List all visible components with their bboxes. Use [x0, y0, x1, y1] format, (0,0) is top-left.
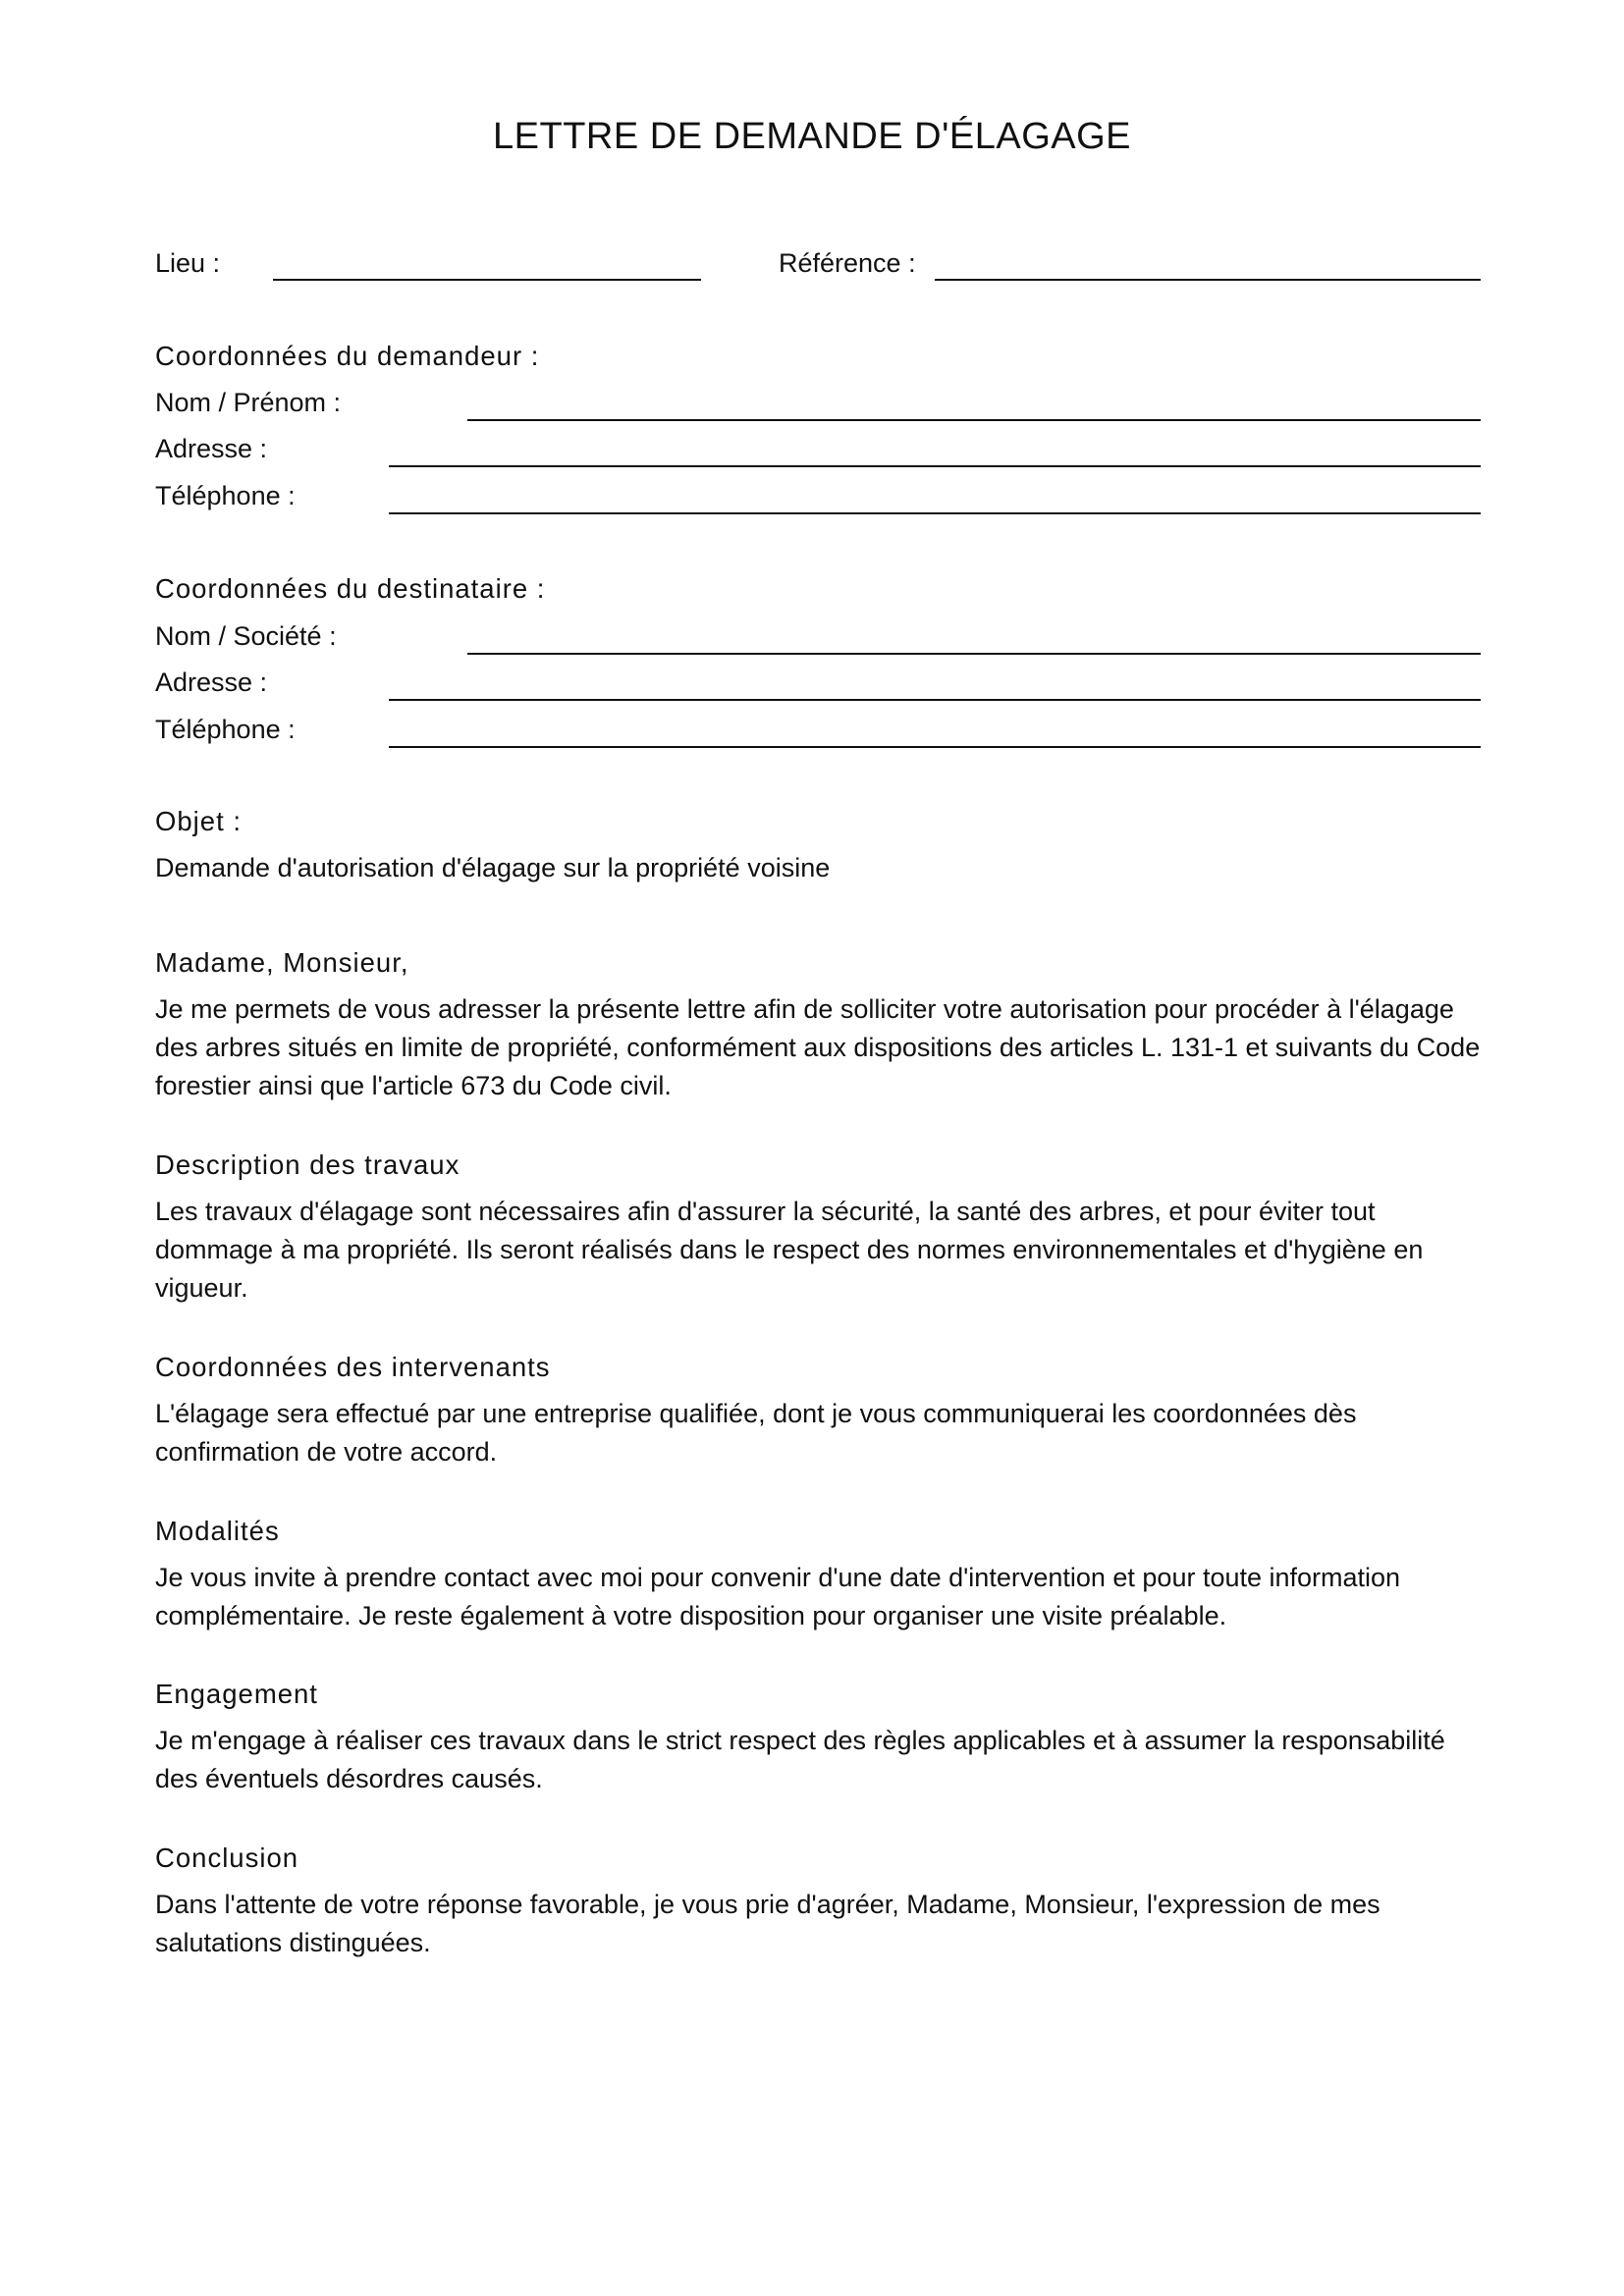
- destinataire-adresse-underline: [389, 699, 1481, 701]
- objet-text: Demande d'autorisation d'élagage sur la propriété voisine: [155, 853, 831, 882]
- salutation-heading: Madame, Monsieur,: [155, 947, 409, 978]
- salutation-paragraph: Je me permets de vous adresser la présente lettre afin de solliciter votre autorisation pour procéder à l'élagage des arbres situés en limite de propriété, conformément aux dispositions des articles L. 131-1 et suivants du Code forestier ainsi que l'article 673 du Code civil.: [155, 994, 1481, 1100]
- reference-label: Référence :: [779, 248, 916, 278]
- demandeur-adresse-label: Adresse :: [155, 434, 268, 463]
- demandeur-heading: Coordonnées du demandeur :: [155, 341, 540, 371]
- lieu-underline: [273, 279, 701, 281]
- demandeur-nom-underline: [467, 419, 1481, 421]
- description-paragraph: Les travaux d'élagage sont nécessaires afin d'assurer la sécurité, la santé des arbres, et pour éviter tout dommage à ma propriété. Ils seront réalisés dans le respect des normes environnementales et d'hygiène en vigueur.: [155, 1197, 1424, 1303]
- destinataire-nom-label: Nom / Société :: [155, 621, 337, 651]
- demandeur-adresse-underline: [389, 465, 1481, 467]
- engagement-paragraph: Je m'engage à réaliser ces travaux dans le strict respect des règles applicables et à assumer la responsabilité des éventuels désordres causés.: [155, 1726, 1445, 1793]
- modalites-heading: Modalités: [155, 1516, 280, 1546]
- intervenants-paragraph: L'élagage sera effectué par une entreprise qualifiée, dont je vous communiquerai les coordonnées dès confirmation de votre accord.: [155, 1399, 1357, 1467]
- destinataire-telephone-label: Téléphone :: [155, 715, 296, 744]
- reference-underline: [935, 279, 1481, 281]
- description-heading: Description des travaux: [155, 1149, 460, 1180]
- destinataire-adresse-label: Adresse :: [155, 667, 268, 697]
- destinataire-heading: Coordonnées du destinataire :: [155, 573, 546, 604]
- modalites-paragraph: Je vous invite à prendre contact avec moi pour convenir d'une date d'intervention et pour toute information complémentaire. Je reste également à votre disposition pour organiser une visite préalable.: [155, 1563, 1401, 1630]
- destinataire-telephone-underline: [389, 746, 1481, 748]
- document-title: LETTRE DE DEMANDE D'ÉLAGAGE: [493, 116, 1131, 157]
- intervenants-heading: Coordonnées des intervenants: [155, 1352, 551, 1382]
- engagement-heading: Engagement: [155, 1679, 318, 1709]
- destinataire-nom-underline: [467, 653, 1481, 655]
- demandeur-telephone-label: Téléphone :: [155, 481, 296, 510]
- lieu-label: Lieu :: [155, 248, 221, 278]
- demandeur-nom-label: Nom / Prénom :: [155, 388, 342, 417]
- objet-heading: Objet :: [155, 806, 243, 836]
- demandeur-telephone-underline: [389, 512, 1481, 514]
- conclusion-paragraph: Dans l'attente de votre réponse favorable, je vous prie d'agréer, Madame, Monsieur, l'expression de mes salutations distinguées.: [155, 1890, 1380, 1957]
- conclusion-heading: Conclusion: [155, 1842, 299, 1873]
